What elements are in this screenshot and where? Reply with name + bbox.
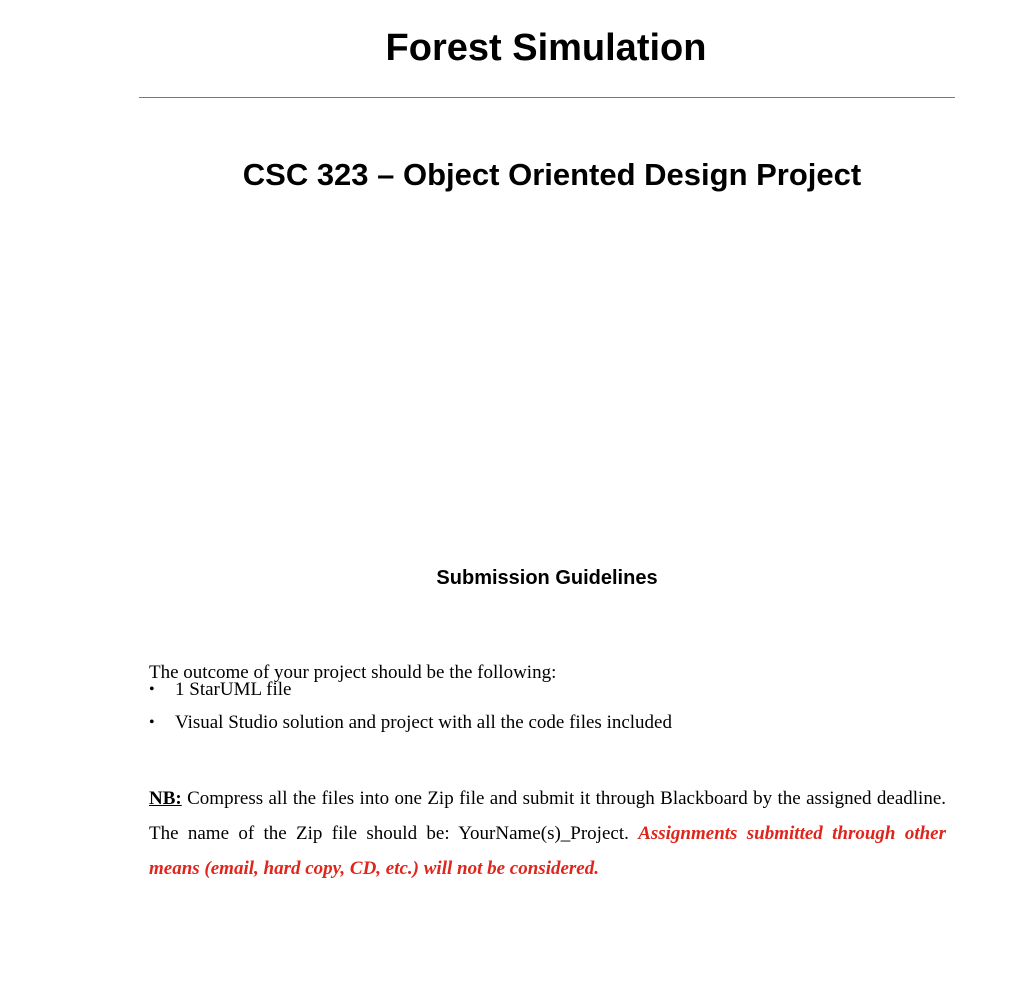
list-item-text: Visual Studio solution and project with all the code files included bbox=[175, 712, 672, 733]
nb-paragraph bbox=[149, 781, 946, 886]
title-divider bbox=[139, 97, 955, 98]
warning-text: Assignments submitted through other means (email, hard copy, CD, etc.) will not be considered. bbox=[149, 823, 946, 879]
nb-label: NB: bbox=[149, 788, 182, 809]
list-item bbox=[149, 710, 946, 743]
list-item-text: 1 StarUML file bbox=[175, 679, 292, 700]
deliverables-list bbox=[149, 677, 946, 743]
bullet-icon: • bbox=[149, 681, 155, 698]
document-subtitle: CSC 323 – Object Oriented Design Project bbox=[242, 156, 862, 192]
list-item bbox=[149, 677, 946, 710]
intro-paragraph: The outcome of your project should be the following: bbox=[149, 662, 557, 683]
bullet-icon: • bbox=[149, 714, 155, 731]
section-heading: Submission Guidelines bbox=[436, 567, 658, 589]
nb-text: Compress all the files into one Zip file and submit it through Blackboard by the assigned deadline. The name of the Zip file should be: YourName(s)_Project. bbox=[149, 788, 946, 844]
document-title: Forest Simulation bbox=[385, 27, 707, 69]
